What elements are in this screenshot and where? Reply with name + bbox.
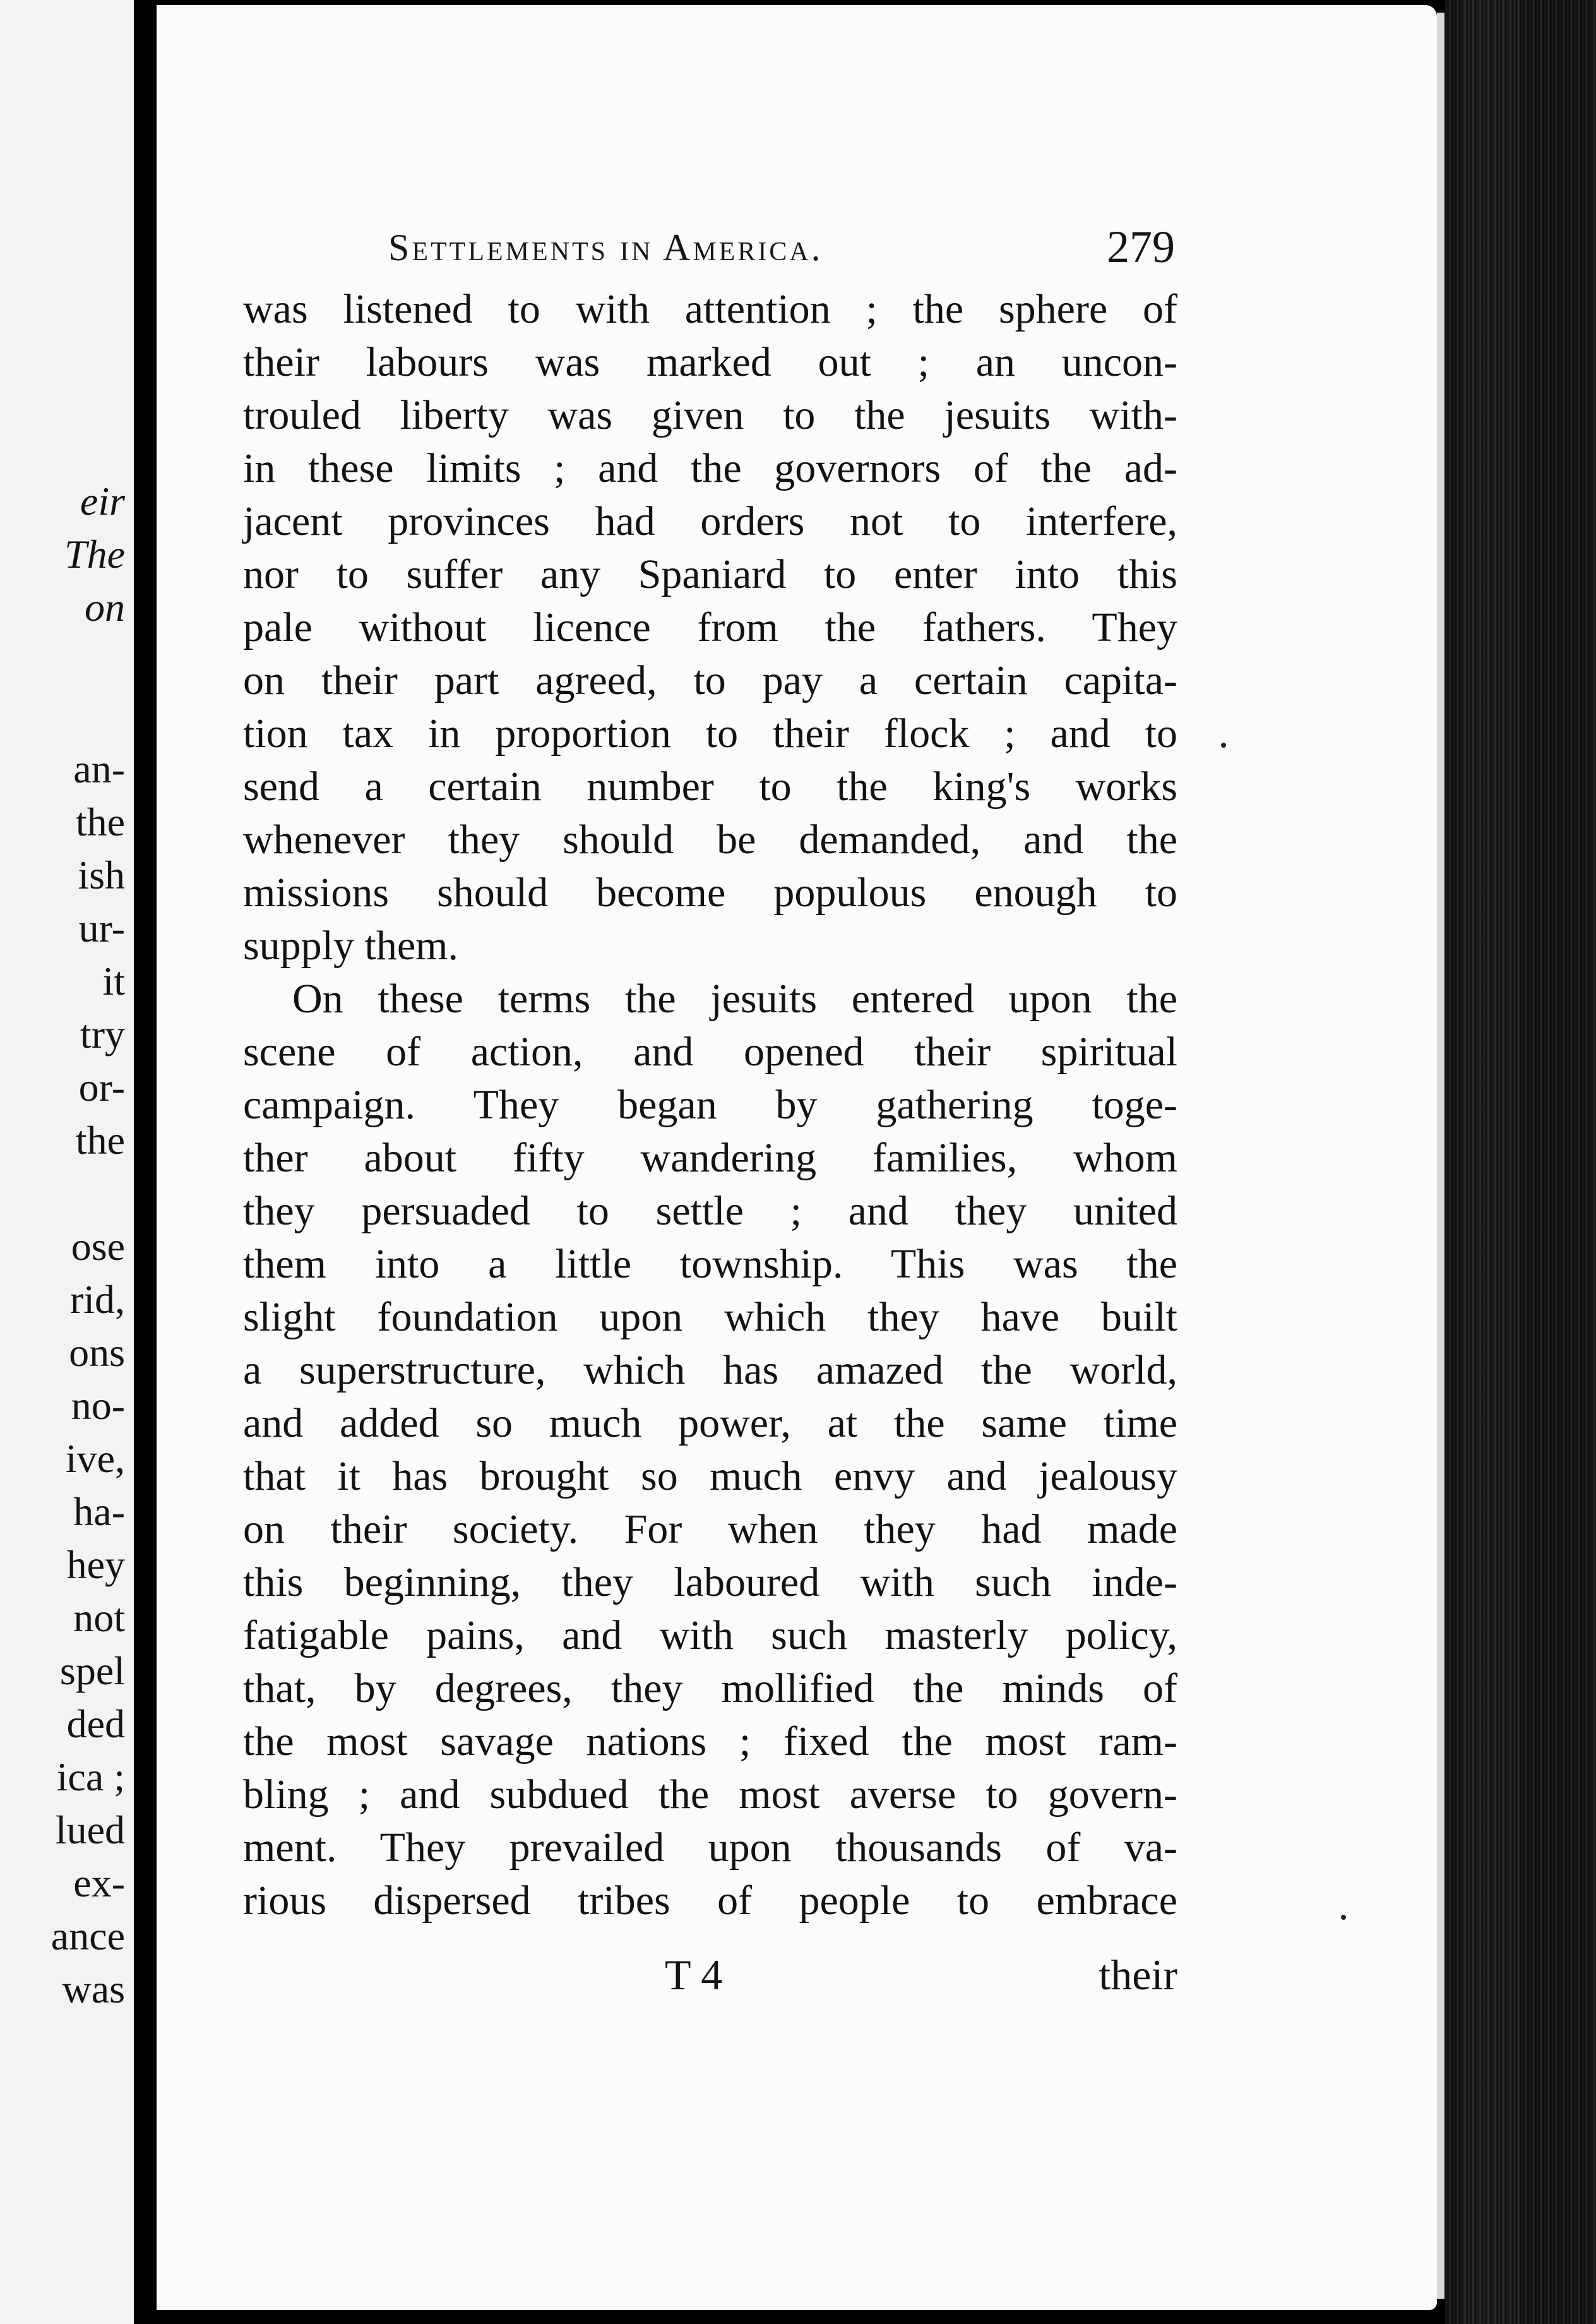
page-footer xyxy=(243,1950,1177,2003)
text-line: a superstructure, which has amazed the world, xyxy=(243,1347,1177,1393)
previous-page-fragment: ha- xyxy=(73,1489,125,1534)
previous-page-fragment: the xyxy=(75,1118,125,1163)
text-line: their labours was marked out ; an uncon- xyxy=(243,339,1177,385)
text-line: on their part agreed, to pay a certain capita- xyxy=(243,657,1177,704)
text-line: ment. They prevailed upon thousands of va- xyxy=(243,1824,1177,1871)
previous-page-fragment: hey xyxy=(66,1542,125,1587)
previous-page-fragment: ose xyxy=(71,1224,125,1269)
previous-page-fragment: lued xyxy=(55,1807,125,1852)
previous-page-fragment: ex- xyxy=(73,1860,125,1905)
text-line: that it has brought so much envy and jealousy xyxy=(243,1453,1177,1499)
text-line: scene of action, and opened their spiritual xyxy=(243,1029,1177,1075)
book-gutter xyxy=(134,0,157,2324)
running-head: Settlements in America. xyxy=(388,227,823,268)
previous-page-fragment: rid, xyxy=(69,1277,125,1322)
text-line: fatigable pains, and with such masterly policy, xyxy=(243,1612,1177,1658)
text-line: they persuaded to settle ; and they united xyxy=(243,1188,1177,1234)
text-line: On these terms the jesuits entered upon the xyxy=(292,976,1177,1022)
text-line: pale without licence from the fathers. They xyxy=(243,604,1177,650)
text-line: tion tax in proportion to their flock ; and to xyxy=(243,710,1177,757)
text-line: in these limits ; and the governors of the ad- xyxy=(243,445,1177,491)
text-line: supply them. xyxy=(243,923,458,969)
previous-page-fragment: was xyxy=(62,1967,125,2011)
ink-speck xyxy=(1341,1915,1346,1920)
previous-page-edge xyxy=(0,0,134,2324)
text-line: jacent provinces had orders not to interfere, xyxy=(243,498,1177,544)
text-line: nor to suffer any Spaniard to enter into this xyxy=(243,551,1177,597)
text-line: send a certain number to the king's works xyxy=(243,764,1177,810)
book-fore-edge xyxy=(1444,0,1596,2324)
text-line: campaign. They began by gathering toge- xyxy=(243,1082,1177,1128)
ink-speck xyxy=(1221,743,1226,748)
text-line: slight foundation upon which they have built xyxy=(243,1294,1177,1340)
page-edge-shadow xyxy=(1437,13,1444,2299)
previous-page-fragment: it xyxy=(102,959,125,1003)
previous-page-fragment: spel xyxy=(59,1648,125,1693)
previous-page-fragment: ded xyxy=(66,1701,125,1746)
previous-page-fragment: the xyxy=(75,800,125,844)
page-number: 279 xyxy=(1107,222,1175,272)
catchword: their xyxy=(1099,1951,1177,1999)
text-line: rious dispersed tribes of people to embrace xyxy=(243,1878,1177,1924)
previous-page-fragment: ish xyxy=(78,853,125,897)
previous-page-fragment: ica ; xyxy=(56,1754,125,1799)
previous-page-fragment: not xyxy=(73,1595,125,1640)
previous-page-fragment: or- xyxy=(78,1065,125,1110)
text-line: missions should become populous enough to xyxy=(243,870,1177,916)
text-line: bling ; and subdued the most averse to govern- xyxy=(243,1771,1177,1818)
previous-page-fragment: ance xyxy=(51,1914,125,1958)
previous-page-fragment: no- xyxy=(71,1383,125,1428)
previous-page-fragment: ur- xyxy=(78,906,125,950)
text-line: and added so much power, at the same time xyxy=(243,1400,1177,1446)
text-line: them into a little township. This was the xyxy=(243,1241,1177,1287)
text-line: on their society. For when they had made xyxy=(243,1506,1177,1552)
text-line: was listened to with attention ; the sphere of xyxy=(243,286,1177,332)
previous-page-fragment: on xyxy=(85,585,125,630)
previous-page-fragment: ons xyxy=(69,1330,125,1375)
body-text xyxy=(243,283,1177,1927)
page-header xyxy=(388,221,1175,278)
previous-page-fragment: an- xyxy=(73,746,125,791)
previous-page-fragment: ive, xyxy=(65,1436,125,1481)
previous-page-fragment: try xyxy=(80,1012,125,1057)
text-line: trouled liberty was given to the jesuits with- xyxy=(243,392,1177,438)
text-line: that, by degrees, they mollified the minds of xyxy=(243,1665,1177,1711)
text-line: ther about fifty wandering families, whom xyxy=(243,1135,1177,1181)
text-line: the most savage nations ; fixed the most ram- xyxy=(243,1718,1177,1764)
text-line: whenever they should be demanded, and the xyxy=(243,817,1177,863)
previous-page-fragment: eir xyxy=(80,479,125,524)
previous-page-fragment: The xyxy=(64,532,125,577)
previous-page-fragments xyxy=(0,0,125,2324)
text-line: this beginning, they laboured with such inde- xyxy=(243,1559,1177,1605)
signature-mark: T 4 xyxy=(665,1951,723,1999)
